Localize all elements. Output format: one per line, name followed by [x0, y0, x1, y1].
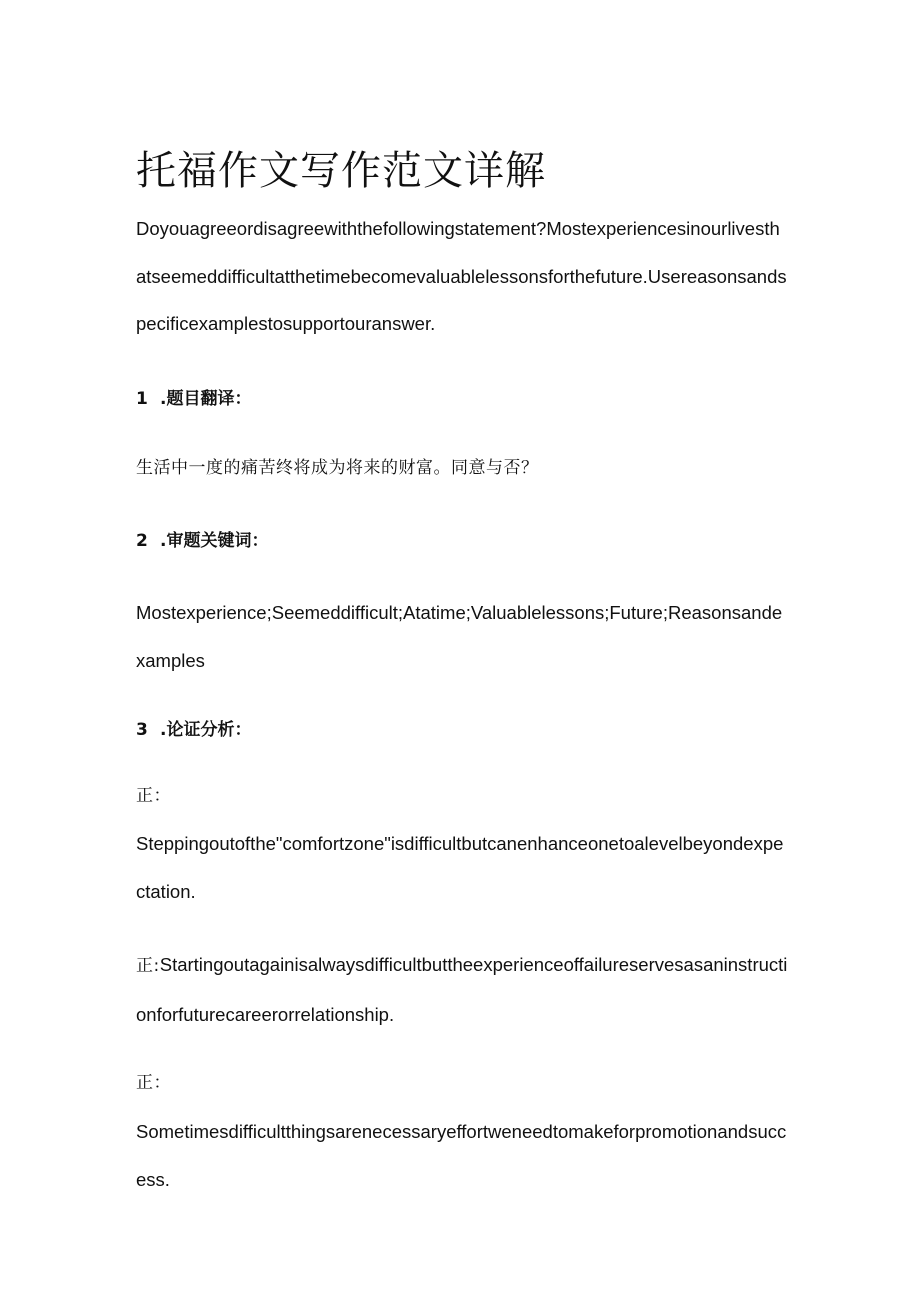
- section-title: .题目翻译：: [160, 389, 252, 409]
- translation-text: 生活中一度的痛苦终将成为将来的财富。同意与否？: [136, 458, 539, 478]
- document-title: 托福作文写作范文详解: [136, 147, 546, 194]
- essay-prompt: Doyouagreeordisagreewiththefollowingstatement?Mostexperiencesinourlivesthatseemeddifficultatthetimebecomevaluablelessonsforthefuture.Usereasonsandspecificexamplestosupportouranswer.: [136, 218, 787, 334]
- argument-label: 正：: [136, 1073, 171, 1093]
- argument-label: 正:: [136, 956, 160, 976]
- section-heading-analysis: [136, 715, 251, 745]
- argument-text: Steppingoutofthe"comfortzone"isdifficultbutcanenhanceonetoalevelbeyondexpectation.: [136, 833, 784, 902]
- section-title: .审题关键词：: [160, 531, 269, 551]
- section-heading-keywords: [136, 526, 268, 556]
- keywords-text: Mostexperience;Seemeddifficult;Atatime;Valuablelessons;Future;Reasonsandexamples: [136, 602, 783, 671]
- section-heading-translation: [136, 384, 251, 414]
- argument-text: Startingoutagainisalwaysdifficultbuttheexperienceoffailureservesasaninstructionforfuturecareerorrelationship.: [136, 954, 788, 1025]
- section-number: 1: [136, 389, 148, 409]
- argument-text: Sometimesdifficultthingsarenecessaryeffortweneedtomakeforpromotionandsuccess.: [136, 1121, 787, 1190]
- section-title: .论证分析：: [160, 720, 252, 740]
- section-number: 2: [136, 531, 148, 551]
- argument-label: 正：: [136, 786, 171, 806]
- argument-point: [136, 941, 788, 1038]
- section-number: 3: [136, 720, 148, 740]
